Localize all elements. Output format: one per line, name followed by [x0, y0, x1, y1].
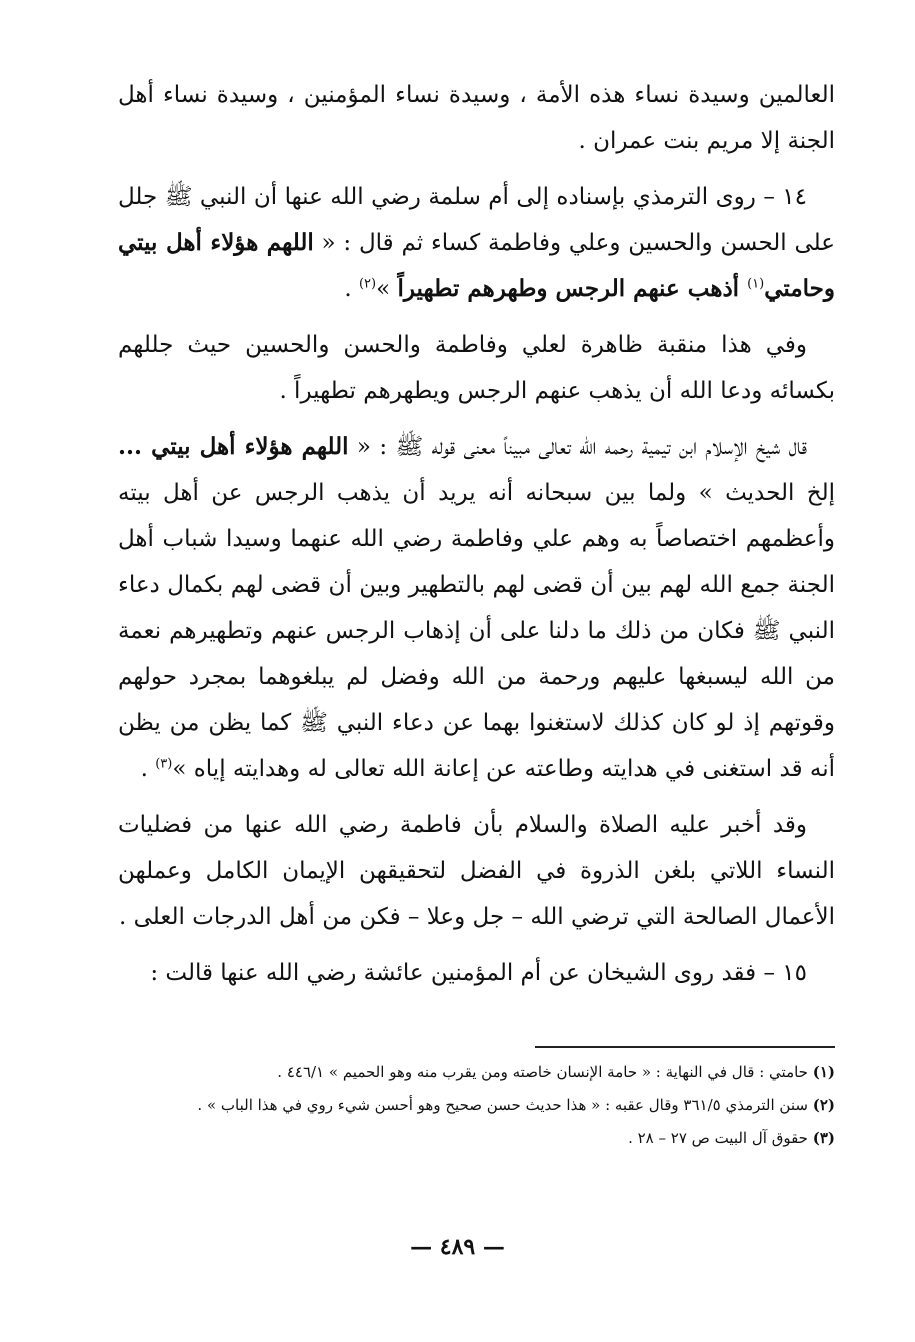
paragraph-1: العالمين وسيدة نساء هذه الأمة ، وسيدة نساء المؤمنين ، وسيدة نساء أهل الجنة إلا مريم بنت عمران . — [118, 82, 835, 154]
ibn-taymiyyah-paragraph: قال شيخ الإسلام ابن تيمية رحمه الله تعالى مبيناً معنى قوله ﷺ : « اللهم هؤلاء أهل بيتي ... إلخ الحديث » ولما بين سبحانه أنه يريد أن يذهب الرجس عن أهل بيته وأعظمهم اختصاصاً به وهم علي وفاطمة رضي الله عنهما وسيدا شباب أهل الجنة جمع الله لهم بين أن قضى لهم بالتطهير وبين أن قضى لهم بكمال دعاء النبي ﷺ فكان من ذلك ما دلنا على أن إذهاب الرجس عنهم وتطهيرهم نعمة من الله ليسبغها عليهم ورحمة من الله وفضل لم يبلغوهما بمجرد حولهم وقوتهم إذ لو كان كذلك لاستغنوا بهما عن دعاء النبي ﷺ كما يظن من يظن أنه قد استغنى في هدايته وطاعته عن إعانة الله تعالى له وهدايته إياه »$^{(٣)}$ . — [118, 433, 835, 782]
hadith-quote-bold: اللهم هؤلاء أهل بيتي وحامتي — [118, 229, 835, 302]
footnote-ref-2: (٢) — [358, 276, 377, 292]
footnote-1: (١) حامتي : قال في النهاية : « حامة الإنسان خاصته ومن يقرب منه وهو الحميم » ٤٤٦/١ . — [277, 1063, 835, 1081]
hadith-quote-bold-2: أذهب عنهم الرجس وطهرهم تطهيراً — [397, 275, 748, 302]
footnote-3: (٣) حقوق آل البيت ص ٢٧ – ٢٨ . — [628, 1129, 835, 1147]
footnote-2: (٢) سنن الترمذي ٣٦١/٥ وقال عقبه : « هذا حديث حسن صحيح وهو أحسن شيء روي في هذا الباب » . — [197, 1096, 835, 1114]
quote-bold: اللهم هؤلاء أهل بيتي ... — [118, 433, 349, 460]
footnote-ref-1: (١) — [747, 276, 765, 292]
footnotes — [130, 1046, 835, 1155]
paragraph-5: وقد أخبر عليه الصلاة والسلام بأن فاطمة رضي الله عنها من فضليات النساء اللاتي بلغن الذروة في الفضل لتحقيقهن الإيمان الكامل وعملهن الأعمال الصالحة التي ترضي الله – جل وعلا – فكن من أهل الدرجات العلى . — [118, 812, 835, 930]
body-text — [118, 72, 835, 996]
footnote-divider — [535, 1046, 835, 1048]
page-number: — ٤٨٩ — — [410, 1234, 505, 1260]
hadith-15-paragraph: ١٥ – فقد روى الشيخان عن أم المؤمنين عائشة رضي الله عنها قالت : — [150, 960, 807, 986]
footnote-ref-3: (٣) — [155, 756, 173, 772]
hadith-14-paragraph: ١٤ – روى الترمذي بإسناده إلى أم سلمة رضي الله عنها أن النبي ﷺ جلل على الحسن والحسين وعلي وفاطمة كساء ثم قال : « اللهم هؤلاء أهل بيتي وحامتي$^{(١)}$ أذهب عنهم الرجس وطهرهم تطهيراً »$^{(٢)}$ . — [118, 184, 835, 302]
paragraph-3: وفي هذا منقبة ظاهرة لعلي وفاطمة والحسن والحسين حيث جللهم بكسائه ودعا الله أن يذهب عنهم الرجس ويطهرهم تطهيراً . — [118, 332, 835, 404]
